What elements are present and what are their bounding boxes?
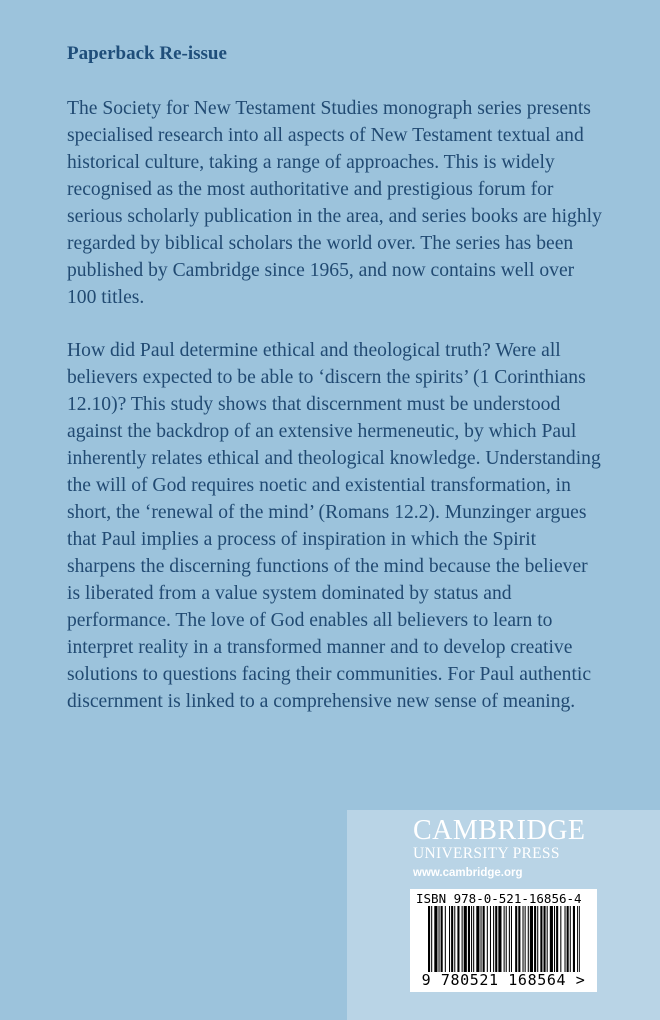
barcode-bar [518,906,520,972]
barcode-bar [515,906,517,972]
barcode-bar [468,906,470,972]
barcode-bar [547,906,548,972]
barcode-bar [579,906,580,972]
barcode-bar [504,906,505,972]
barcode-bar [525,906,526,972]
barcode-bar [573,906,575,972]
barcode-bar [481,906,482,972]
publisher-subtitle: UNIVERSITY PRESS [413,845,560,862]
barcode-bar [554,906,555,972]
barcode-bar [471,906,472,972]
publisher-website: www.cambridge.org [413,867,523,879]
barcode-bar [487,906,488,972]
barcode-bar [577,906,578,972]
reissue-heading: Paperback Re-issue [67,43,227,64]
barcode-bar [530,906,533,972]
barcode-bar [534,906,536,972]
barcode-bar [537,906,538,972]
series-description-paragraph: The Society for New Testament Studies monograph series presents specialised research into all aspects of New Testament textual and historical culture, taking a range of approaches. This is widely recognised as the most authoritative and prestigious forum for serious scholarly publication in the area, and series books are highly regarded by biblical scholars the world over. The series has been published by Cambridge since 1965, and now contains well over 100 titles. [67,98,602,308]
barcode-bar-group [428,906,580,972]
barcode-digits: 9 780521 168564 > [421,971,586,989]
isbn-barcode [410,889,597,992]
barcode-bar [523,906,524,972]
barcode-bar [490,906,491,972]
book-summary-paragraph: How did Paul determine ethical and theological truth? Were all believers expected to be able to ‘discern the spirits’ (1 Corinthians 12.10)? This study shows that discernment must be understood against the backdrop of an extensive hermeneutic, by which Paul inherently relates ethical and theological knowledge. Understanding the will of God requires noetic and existential transformation, in short, the ‘renewal of the mind’ (Romans 12.2). Munzinger argues that Paul implies a process of inspiration in which the Spirit sharpens the discerning functions of the mind because the believer is liberated from a value system dominated by status and performance. The love of God enables all believers to learn to interpret reality in a transformed manner and to develop creative solutions to questions facing their communities. For Paul authentic discernment is linked to a comprehensive new sense of meaning. [67,340,601,712]
barcode-bar [570,906,571,972]
barcode-bar [445,906,446,972]
barcode-bar [565,906,566,972]
barcode-bar [473,906,474,972]
publisher-logo [413,816,603,862]
barcode-bar [498,906,501,972]
barcode-bar [567,906,569,972]
barcode-bar [462,906,463,972]
barcode-bar [454,906,455,972]
barcode-bars [428,906,580,972]
barcode-bar [544,906,546,972]
barcode-bar [495,906,497,972]
barcode-bar [476,906,479,972]
publisher-panel [347,810,660,1020]
barcode-bar [506,906,507,972]
barcode-bar [528,906,529,972]
barcode-bar [449,906,450,972]
barcode-bar [457,906,459,972]
barcode-bar [431,906,432,972]
barcode-bar [451,906,453,972]
publisher-name: CAMBRIDGE [413,815,586,846]
barcode-bar [464,906,467,972]
isbn-label: ISBN 978-0-521-16856-4 [416,891,582,906]
barcode-bar [540,906,542,972]
barcode-bar [439,906,440,972]
barcode-bar [441,906,443,972]
barcode-bar [560,906,561,972]
barcode-bar [556,906,558,972]
barcode-bar [428,906,430,972]
barcode-bar [434,906,437,972]
barcode-bar [509,906,510,972]
barcode-bar [550,906,553,972]
barcode-bar [483,906,485,972]
barcode-bar [511,906,512,972]
barcode-bar [493,906,494,972]
